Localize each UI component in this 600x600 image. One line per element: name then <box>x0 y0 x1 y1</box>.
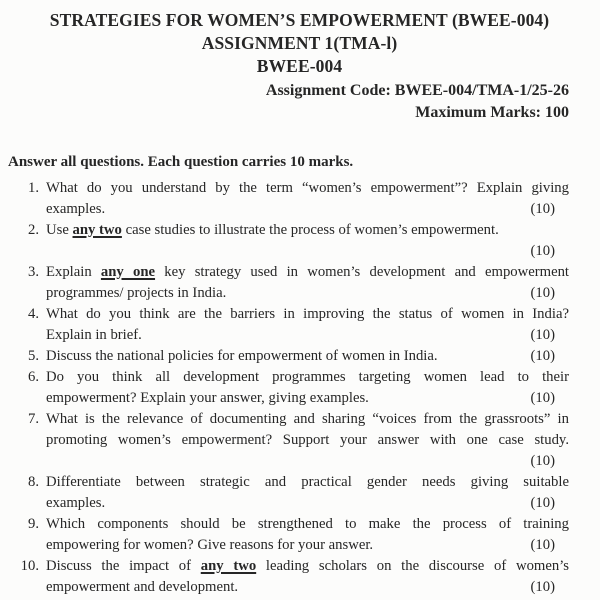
question-item <box>8 346 569 367</box>
question-body <box>39 262 569 304</box>
question-body <box>39 220 569 262</box>
question-text: What do you understand by the term “women’s empowerment”? Explain giving <box>46 180 569 196</box>
question-line <box>46 535 569 556</box>
question-text: empowering for women? Give reasons for your answer. <box>46 537 374 553</box>
question-item <box>8 304 569 346</box>
marks-value: (10) <box>530 390 555 406</box>
assignment-meta <box>8 80 569 124</box>
question-text: Explain in brief. <box>46 327 142 343</box>
question-item <box>8 367 569 409</box>
question-item <box>8 472 569 514</box>
question-line <box>46 388 569 409</box>
question-body <box>39 556 569 598</box>
question-text: What is the relevance of documenting and sharing “voices from the grassroots” in <box>46 411 569 427</box>
question-line <box>46 283 569 304</box>
question-list <box>8 178 569 598</box>
question-item <box>8 514 569 556</box>
question-text: Discuss the impact of <box>46 558 201 574</box>
question-body <box>39 346 569 367</box>
question-body <box>39 367 569 409</box>
question-line <box>46 262 569 283</box>
question-line <box>46 346 569 367</box>
question-body <box>39 514 569 556</box>
marks-value: (10) <box>530 201 555 217</box>
marks-value: (10) <box>530 537 555 553</box>
question-text: Which components should be strengthened to make the process of training <box>46 516 569 532</box>
question-text: empowerment? Explain your answer, giving examples. <box>46 390 369 406</box>
question-text: leading scholars on the discourse of women’s <box>256 558 570 574</box>
instructions-text: Answer all questions. Each question carries 10 marks. <box>8 154 354 170</box>
question-item <box>8 556 569 598</box>
question-number: 1. <box>27 180 39 196</box>
document-header <box>8 9 569 124</box>
emphasized-text: any two <box>72 222 122 238</box>
question-number: 6. <box>27 369 39 385</box>
emphasized-text: any one <box>100 264 156 280</box>
question-item <box>8 178 569 220</box>
question-body <box>39 409 569 472</box>
question-line <box>46 178 569 199</box>
emphasized-text: any two <box>200 558 257 574</box>
maximum-marks: Maximum Marks: 100 <box>415 104 569 121</box>
question-text: Do you think all development programmes targeting women lead to their <box>46 369 569 385</box>
question-number: 2. <box>27 222 39 238</box>
question-line <box>46 220 569 241</box>
marks-value: (10) <box>530 285 555 301</box>
question-item <box>8 409 569 472</box>
question-line <box>46 556 569 577</box>
marks-value: (10) <box>530 327 555 343</box>
question-line <box>46 304 569 325</box>
question-text: Discuss the national policies for empowerment of women in India. <box>46 348 438 364</box>
question-line <box>46 577 569 598</box>
question-line <box>46 472 569 493</box>
question-line <box>46 514 569 535</box>
question-text: case studies to illustrate the process of women’s empowerment. <box>121 222 499 238</box>
question-item <box>8 262 569 304</box>
question-text: Use <box>46 222 73 238</box>
question-text: examples. <box>46 495 106 511</box>
question-text: key strategy used in women’s development and empowerment <box>155 264 570 280</box>
document-title-line2: ASSIGNMENT 1(TMA-l) <box>201 33 398 53</box>
question-number: 4. <box>27 306 39 322</box>
document-title-line3: BWEE-004 <box>256 56 343 76</box>
question-text: Explain <box>46 264 101 280</box>
document-title-line1: STRATEGIES FOR WOMEN’S EMPOWERMENT (BWEE-004) <box>49 10 550 30</box>
marks-value: (10) <box>530 495 555 511</box>
question-number: 3. <box>27 264 39 280</box>
question-line <box>46 409 569 430</box>
question-line <box>46 430 569 451</box>
question-item <box>8 220 569 262</box>
question-number: 9. <box>27 516 39 532</box>
question-body <box>39 304 569 346</box>
marks-value: (10) <box>530 348 555 364</box>
question-body <box>39 178 569 220</box>
question-number: 7. <box>27 411 39 427</box>
marks-value: (10) <box>530 579 555 595</box>
assignment-code: Assignment Code: BWEE-004/TMA-1/25-26 <box>265 82 569 99</box>
question-body <box>39 472 569 514</box>
question-number: 5. <box>27 348 39 364</box>
question-line <box>46 199 569 220</box>
question-text: promoting women’s empowerment? Support your answer with one case study. <box>46 432 569 448</box>
question-line <box>46 367 569 388</box>
question-text: What do you think are the barriers in improving the status of women in India? <box>46 306 569 322</box>
question-number: 10. <box>20 558 39 574</box>
question-line <box>46 493 569 514</box>
question-text: Differentiate between strategic and practical gender needs giving suitable <box>46 474 569 490</box>
question-text: examples. <box>46 201 106 217</box>
question-line <box>46 325 569 346</box>
question-text: empowerment and development. <box>46 579 239 595</box>
question-text: programmes/ projects in India. <box>46 285 227 301</box>
marks-line: (10) <box>530 243 555 259</box>
question-number: 8. <box>27 474 39 490</box>
marks-line: (10) <box>530 453 555 469</box>
